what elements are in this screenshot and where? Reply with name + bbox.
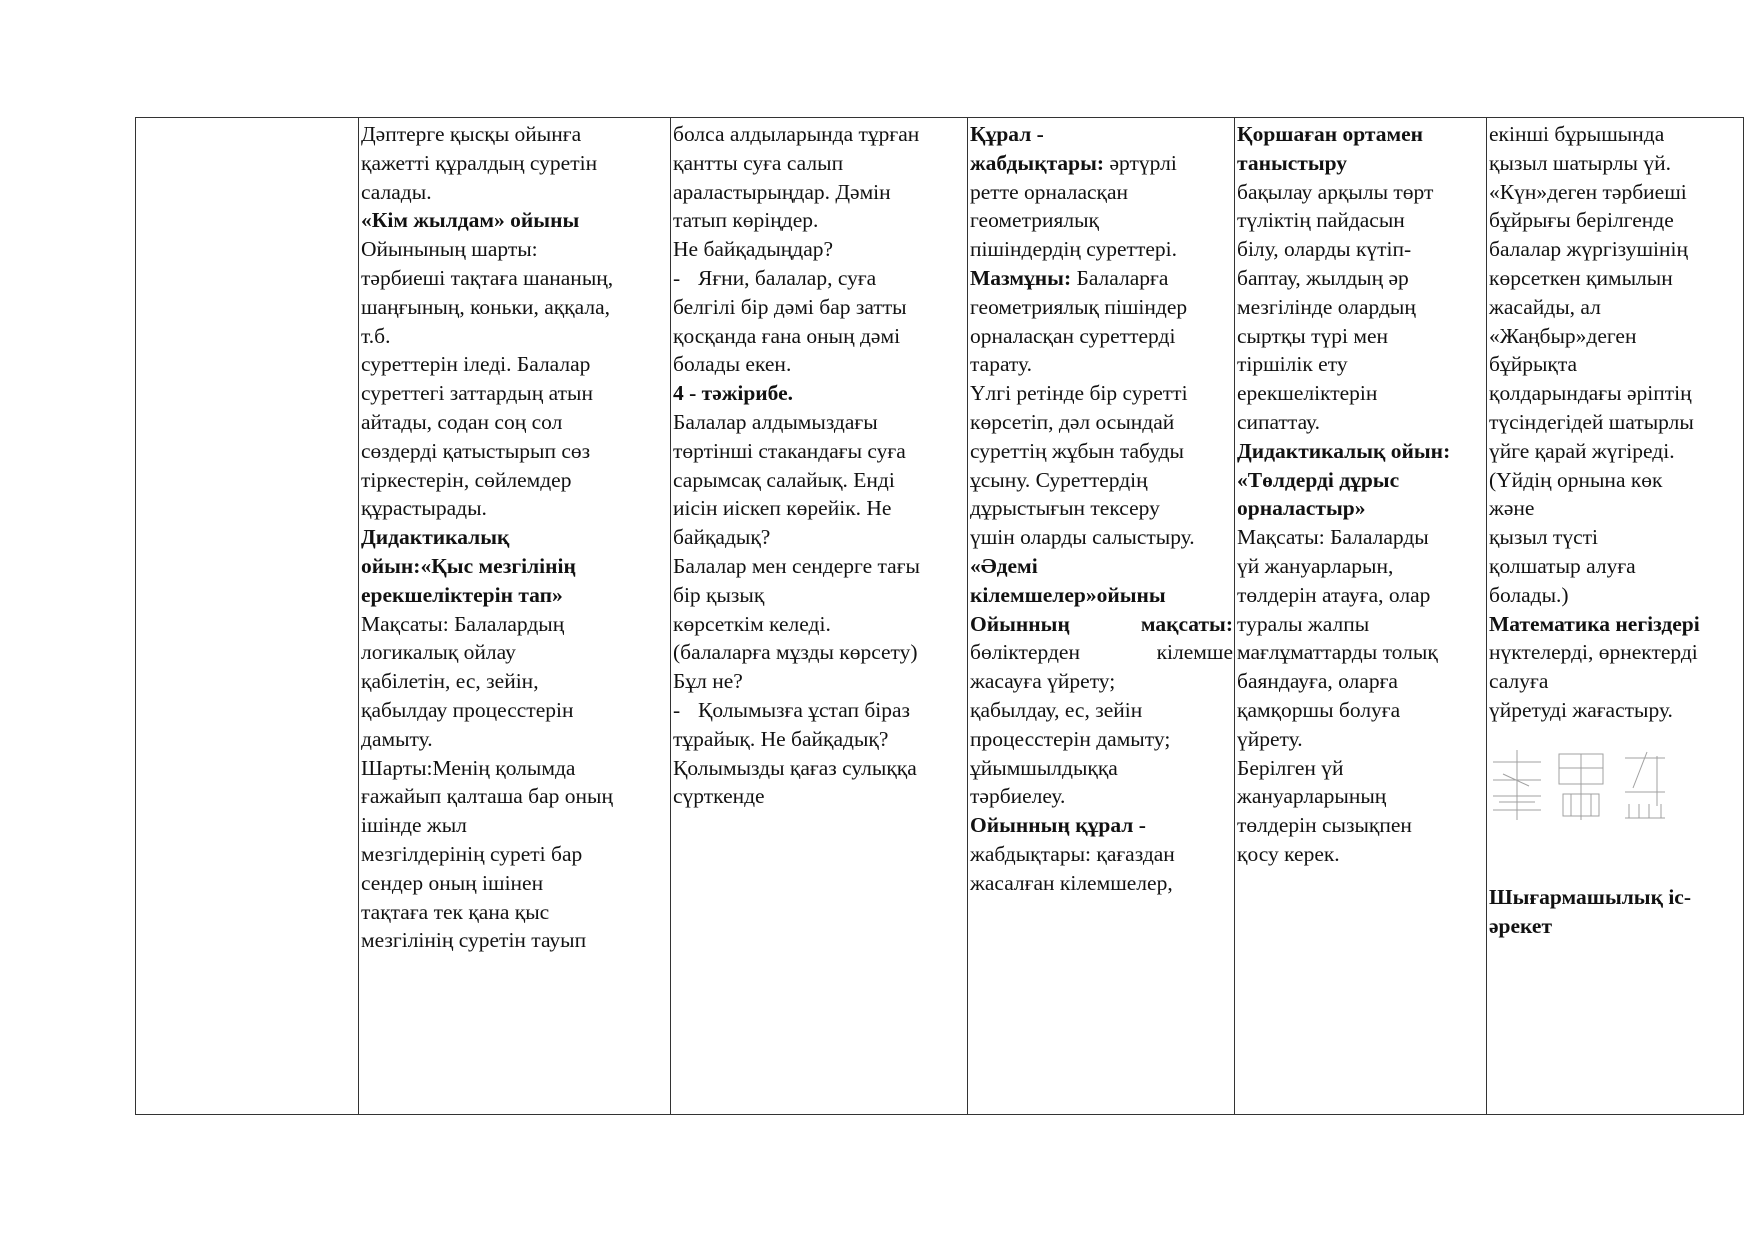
text-line: баптау, жылдың әр: [1237, 265, 1409, 290]
text-line: бұйрықта: [1489, 352, 1578, 377]
text-line: бұйрығы берілгенде: [1489, 208, 1674, 233]
text-line: [970, 149, 1233, 178]
text-line: жасайды, ал: [1489, 294, 1601, 319]
text-line: ішінде жыл: [361, 813, 467, 838]
text-fragment: Балаларға: [1071, 265, 1169, 290]
text-line: орналасқан суреттерді: [970, 323, 1176, 348]
text-line: түсіндегідей шатырлы: [1489, 409, 1694, 434]
text-line: қосу керек.: [1237, 841, 1340, 866]
text-line: үйрету.: [1237, 726, 1303, 751]
text-line: төлдерін атауға, олар: [1237, 582, 1431, 607]
dash-marker: -: [673, 697, 681, 722]
text-line: салады.: [361, 179, 432, 204]
text-line: бақылау арқылы төрт: [1237, 179, 1434, 204]
text-line: Мақсаты: Балаларды: [1237, 525, 1429, 550]
text-line: төлдерін сызықпен: [1237, 813, 1412, 838]
text-line: баяндауға, оларға: [1237, 669, 1398, 694]
text-line: сендер оның ішінен: [361, 870, 544, 895]
text-line: болса алдыларында тұрған: [673, 122, 920, 146]
text-line: болады.): [1489, 582, 1569, 607]
text-line: геометриялық: [970, 208, 1099, 233]
goal-word: Ойынның: [970, 611, 1070, 636]
dash-line: [673, 264, 966, 293]
text-line: араластырыңдар. Дәмін: [673, 179, 891, 204]
text-fragment: Яғни, балалар, суға: [698, 265, 877, 290]
text-line: көрсетіп, дәл осындай: [970, 409, 1175, 434]
goal-word: мақсаты:: [1140, 611, 1233, 636]
text-line: тарату.: [970, 352, 1033, 377]
text-line: нүктелерді, өрнектерді: [1489, 640, 1698, 665]
text-line: қолдарындағы әріптің: [1489, 381, 1692, 406]
text-line: қабілетін, ес, зейін,: [361, 669, 539, 694]
text-line: ерекшеліктерін: [1237, 381, 1378, 406]
text-line: логикалық ойлау: [361, 640, 516, 665]
text-line: иісін иіскеп көрейік. Не: [673, 496, 892, 521]
game-tools-heading: Ойынның құрал -: [970, 813, 1146, 838]
text-line: көрсеткім келеді.: [673, 611, 831, 636]
section-title: Қоршаған ортамен: [1237, 122, 1424, 146]
movement-math-cell: [1487, 118, 1744, 1115]
game-title: кілемшелер»ойыны: [970, 582, 1166, 607]
text-line: сипаттау.: [1237, 409, 1321, 434]
game-title: «Кім жылдам» ойыны: [361, 208, 580, 233]
text-line: тіршілік ету: [1237, 352, 1348, 377]
text-line: Мақсаты: Балалардың: [361, 611, 565, 636]
text-line: ұйымшылдыққа: [970, 755, 1118, 780]
table-row: [136, 118, 1744, 1115]
dash-line: [673, 696, 966, 725]
text-fragment: бөліктерден: [970, 640, 1080, 665]
experiment-column-cell: [671, 118, 968, 1115]
text-line: туралы жалпы: [1237, 611, 1370, 636]
text-line: Берілген үй: [1237, 755, 1344, 780]
games-column-cell: [359, 118, 671, 1115]
text-line: сөздерді қатыстырып сөз: [361, 438, 591, 463]
text-line: т.б.: [361, 323, 391, 348]
goal-label: [970, 610, 1233, 639]
text-line: Ойынының шарты:: [361, 237, 538, 262]
text-line: тәрбиелеу.: [970, 784, 1066, 809]
text-line: ретте орналасқан: [970, 179, 1129, 204]
creative-section-title: Шығармашылық іс-: [1489, 884, 1692, 909]
experiment-title: 4 - тәжірибе.: [673, 381, 794, 406]
math-section-title: Математика негіздері: [1489, 611, 1700, 636]
dot-pattern-images: [1489, 741, 1742, 829]
text-line: дамыту.: [361, 726, 433, 751]
text-line: және: [1489, 496, 1535, 521]
text-line: үй жануарларын,: [1237, 553, 1394, 578]
text-line: Шарты:Менің қолымда: [361, 755, 576, 780]
text-line: сыртқы түрі мен: [1237, 323, 1389, 348]
text-line: [970, 264, 1233, 293]
game-title: ойын:«Қыс мезгілінің: [361, 553, 576, 578]
text-line: геометриялық пішіндер: [970, 294, 1188, 319]
geometry-game-cell: [968, 118, 1235, 1115]
text-line: суреттегі заттардың атын: [361, 381, 593, 406]
text-line: процесстерін дамыту;: [970, 726, 1171, 751]
text-line: бір қызық: [673, 582, 765, 607]
text-line: төртінші стакандағы суға: [673, 438, 906, 463]
text-line: қолшатыр алуға: [1489, 553, 1636, 578]
text-line: пішіндердің суреттері.: [970, 237, 1177, 262]
text-line: Балалар мен сендерге тағы: [673, 553, 920, 578]
text-line: үшін оларды салыстыру.: [970, 525, 1195, 550]
text-line: Балалар алдымыздағы: [673, 409, 878, 434]
text-line: Қолымызды қағаз сулыққа: [673, 755, 917, 780]
text-line: құрастырады.: [361, 496, 487, 521]
text-line: «Күн»деген тәрбиеші: [1489, 179, 1687, 204]
text-line: балалар жүргізушінің: [1489, 237, 1688, 262]
text-line: қамқоршы болуға: [1237, 697, 1401, 722]
text-line: мезгілінің суретін тауып: [361, 928, 587, 953]
text-line: ұсыну. Суреттердің: [970, 467, 1148, 492]
text-line: жасауға үйрету;: [970, 669, 1116, 694]
text-line: тәрбиеші тақтаға шананың,: [361, 265, 614, 290]
text-line: татып көріңдер.: [673, 208, 819, 233]
text-line: суреттерін іледі. Балалар: [361, 352, 591, 377]
lesson-plan-table: [135, 117, 1744, 1115]
creative-section-title: әрекет: [1489, 913, 1552, 938]
pattern-image: [1553, 746, 1609, 824]
text-line: мағлұматтарды толық: [1237, 640, 1438, 665]
text-line: мезгілінде олардың: [1237, 294, 1416, 319]
text-line: тіркестерін, сөйлемдер: [361, 467, 572, 492]
game-title: ерекшеліктерін тап»: [361, 582, 563, 607]
pattern-image: [1617, 746, 1673, 824]
text-line: Бұл не?: [673, 669, 743, 694]
text-line: айтады, содан соң сол: [361, 409, 563, 434]
tools-heading: Құрал -: [970, 122, 1044, 146]
text-line: Дәптерге қысқы ойынға: [361, 122, 582, 146]
text-fragment: әртүрлі: [1104, 150, 1177, 175]
text-line: жануарларының: [1237, 784, 1387, 809]
game-title: Дидактикалық: [361, 525, 510, 550]
text-line: көрсеткен қимылын: [1489, 265, 1673, 290]
game-title: Дидактикалық ойын:: [1237, 438, 1451, 463]
text-line: білу, оларды күтіп-: [1237, 237, 1412, 262]
text-line: қабылдау процесстерін: [361, 697, 574, 722]
text-line: екінші бұрышында: [1489, 122, 1665, 146]
content-label: Мазмұны:: [970, 265, 1072, 290]
text-line: сарымсақ салайық. Енді: [673, 467, 895, 492]
text-line: қабылдау, ес, зейін: [970, 697, 1143, 722]
empty-label-cell: [136, 118, 359, 1115]
justified-line: [970, 638, 1233, 667]
text-line: қантты суға салып: [673, 150, 844, 175]
text-line: тақтаға тек қана қыс: [361, 899, 550, 924]
text-line: Не байқадыңдар?: [673, 237, 834, 262]
text-line: шаңғының, коньки, аққала,: [361, 294, 611, 319]
text-line: жабдықтары: қағаздан: [970, 841, 1175, 866]
text-line: қызыл шатырлы үй.: [1489, 150, 1671, 175]
game-title: орналастыр»: [1237, 496, 1366, 521]
pattern-image: [1489, 746, 1545, 824]
text-line: болады екен.: [673, 352, 792, 377]
text-line: қосқанда ғана оның дәмі: [673, 323, 901, 348]
text-line: (балаларға мұзды көрсету): [673, 640, 918, 665]
text-line: жасалған кілемшелер,: [970, 870, 1173, 895]
text-line: тұрайық. Не байқадық?: [673, 726, 889, 751]
game-title: «Төлдерді дұрыс: [1237, 467, 1400, 492]
text-line: суреттің жұбын табуды: [970, 438, 1184, 463]
text-line: «Жаңбыр»деген: [1489, 323, 1637, 348]
text-line: үйге қарай жүгіреді.: [1489, 438, 1675, 463]
text-line: салуға: [1489, 669, 1549, 694]
text-line: Үлгі ретінде бір суретті: [970, 381, 1188, 406]
text-line: қызыл түсті: [1489, 525, 1598, 550]
text-line: қажетті құралдың суретін: [361, 150, 598, 175]
text-line: белгілі бір дәмі бар затты: [673, 294, 907, 319]
text-line: ғажайып қалташа бар оның: [361, 784, 613, 809]
text-line: сүрткенде: [673, 784, 765, 809]
dash-marker: -: [673, 265, 681, 290]
environment-column-cell: [1235, 118, 1487, 1115]
text-line: дұрыстығын тексеру: [970, 496, 1160, 521]
text-line: байқадық?: [673, 525, 771, 550]
text-line: түліктің пайдасын: [1237, 208, 1405, 233]
text-line: мезгілдерінің суреті бар: [361, 841, 583, 866]
text-fragment: кілемше: [1156, 640, 1233, 665]
section-title: таныстыру: [1237, 150, 1348, 175]
text-fragment: Қолымызға ұстап біраз: [698, 697, 911, 722]
game-title: «Әдемі: [970, 553, 1038, 578]
text-line: (Үйдің орнына көк: [1489, 467, 1663, 492]
spacer: [1489, 835, 1742, 883]
tools-label: жабдықтары:: [970, 150, 1105, 175]
text-line: үйретуді жағастыру.: [1489, 697, 1673, 722]
